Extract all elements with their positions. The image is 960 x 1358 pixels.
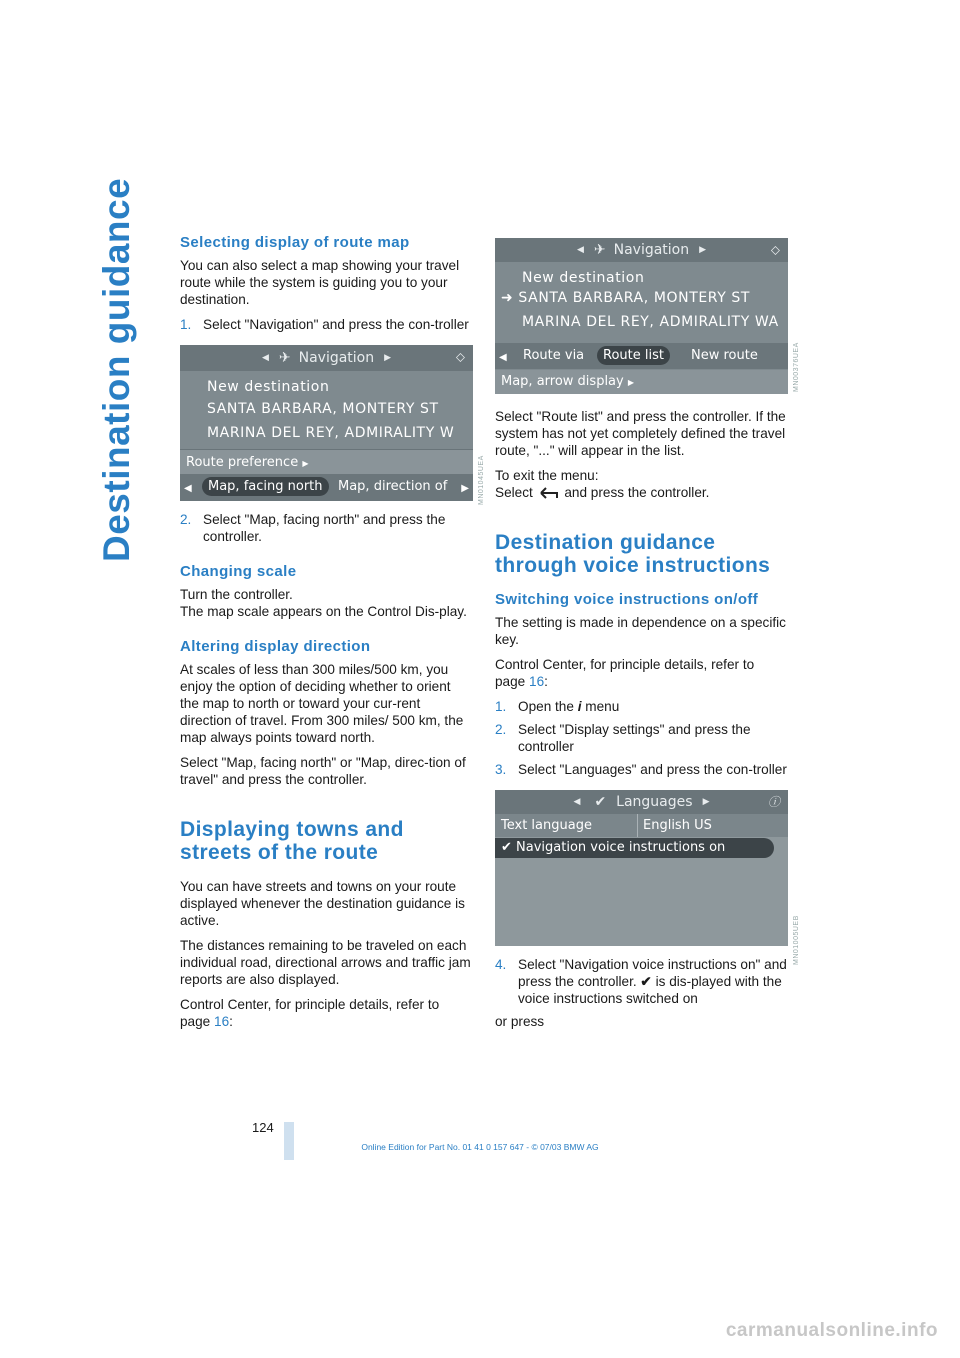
checkmark-icon: ✔ [594,793,607,810]
map-tabs-row [180,474,473,501]
paragraph-or-press: or press [495,1014,545,1029]
paragraph-alter-1: At scales of less than 300 miles/500 km, you enjoy the option of deciding whether to orient the map to north or toward your cur-rent direction of travel. From 300 miles/ 500 km, the map always points toward north. [180,662,464,745]
heading-select-route-map: Selecting display of route map [180,234,410,251]
route-arrow-icon: ➜ [501,290,514,306]
image-code-3: MN01005UEB [793,915,800,965]
paragraph-alter-2: Select "Map, facing north" or "Map, direc-tion of travel" and press the controller. [180,755,466,787]
page-number: 124 [252,1120,274,1135]
satellite-icon: ✈ [593,241,606,258]
tab-new-route: New route [691,348,758,363]
info-icon: i [577,699,582,714]
screen-title: Languages [616,793,693,810]
left-column [180,234,473,1038]
side-title-text: Destination guidance [96,177,137,562]
step-1: 1. Open the i menu [495,699,620,714]
screen-title: Navigation [613,241,690,258]
chevron-right-icon: ▶ [627,378,635,387]
menu-row-destination-1: SANTA BARBARA, MONTERY ST [207,401,439,417]
step-2: 2. Select "Display settings" and press the controller [495,722,751,754]
tab-map-direction: Map, direction of [338,479,448,494]
tab-map-facing-north: Map, facing north [202,477,329,496]
checkmark-icon: ✔ [501,840,512,855]
chevron-right-icon: ▶ [302,459,309,468]
expand-icon: ⬦ [770,243,780,258]
screen-title: Navigation [298,349,375,366]
route-preference-row: Route preference ▶ [180,450,473,475]
paragraph-setting: The setting is made in dependence on a specific key. [495,615,786,647]
chevron-right-icon: ▶ [699,244,707,255]
paragraph-towns-1: You can have streets and towns on your route displayed whenever the destination guidance is active. [180,879,465,928]
footer-text: Online Edition for Part No. 01 41 0 157 647 - © 07/03 BMW AG [361,1142,599,1152]
side-title [96,177,156,562]
checkmark-icon: ✔ [640,974,652,989]
tab-route-list: Route list [597,346,670,365]
scroll-left-icon: ◀ [184,483,192,494]
heading-voice-instructions: Destination guidance through voice instructions [495,531,771,577]
heading-towns-streets: Displaying towns and streets of the route [180,818,404,864]
expand-icon: ⬦ [455,350,465,365]
chevron-left-icon: ◀ [573,796,581,807]
page-link[interactable]: 16 [529,674,545,689]
step-3: 3. Select "Languages" and press the con-troller [495,762,787,777]
tab-route-via: Route via [523,348,585,363]
page-link[interactable]: 16 [214,1014,230,1029]
heading-changing-scale: Changing scale [180,563,297,580]
navigation-screen-2 [495,238,788,394]
menu-row-new-destination: New destination [522,270,645,286]
step-4: 4. Select "Navigation voice instructions on" and press the controller. ✔ is dis-played with the voice instructions switched on [495,957,787,1006]
chevron-right-icon: ▶ [702,796,710,807]
paragraph-scale: Turn the controller. The map scale appears on the Control Dis-play. [180,587,467,619]
voice-instructions-selected-row: ✔ Navigation voice instructions on [495,838,774,858]
navigation-screen-1 [180,345,473,501]
menu-row-new-destination: New destination [207,379,330,395]
back-arrow-icon [537,486,561,500]
right-column [495,238,788,1038]
screen-header [495,238,788,262]
paragraph-route-list: Select "Route list" and press the controller. If the system has not yet completely defined the travel route, "..." will appear in the list. [495,409,786,458]
step-1 [180,316,473,333]
chevron-left-icon: ◀ [576,244,584,255]
paragraph-exit-menu: To exit the menu: Select and press the controller. [495,468,710,500]
page-marker-bar [284,1122,294,1160]
watermark: carmanualsonline.info [725,1320,938,1341]
route-tabs-row [495,343,788,369]
scroll-left-icon: ◀ [499,352,507,363]
heading-switching-voice: Switching voice instructions on/off [495,591,759,608]
text-language-row: Text language English US [495,814,788,837]
paragraph-control-center: Control Center, for principle details, refer to page 16: [180,997,440,1029]
paragraph-towns-2: The distances remaining to be traveled on each individual road, directional arrows and traffic jam reports are also displayed. [180,938,471,987]
screen-header [180,345,473,371]
map-arrow-display-row: Map, arrow display ▶ [495,370,788,394]
image-code-1: MN01045UEA [478,455,485,505]
menu-row-destination-1: ➜ SANTA BARBARA, MONTERY ST [501,290,751,306]
image-code-2: MN00376UEA [793,342,800,392]
paragraph-control-center: Control Center, for principle details, refer to page 16: [495,657,755,689]
screen-header [495,790,788,814]
paragraph-intro: You can also select a map showing your travel route while the system is guiding you to your destination. [180,258,460,307]
info-icon: ⓘ [767,795,780,809]
scroll-right-icon: ▶ [461,483,469,494]
menu-row-destination-2: MARINA DEL REY, ADMIRALITY WA [522,314,779,330]
heading-altering-direction: Altering display direction [180,638,371,655]
step-text: Select "Navigation" and press the con-troller [203,317,469,332]
chevron-left-icon: ◀ [261,352,269,363]
step-2: 2. Select "Map, facing north" and press the controller. [180,512,446,544]
step-number: 1. [180,317,192,332]
chevron-right-icon: ▶ [384,352,392,363]
languages-screen [495,790,788,946]
satellite-icon: ✈ [278,349,291,366]
menu-row-destination-2: MARINA DEL REY, ADMIRALITY W [207,425,455,441]
